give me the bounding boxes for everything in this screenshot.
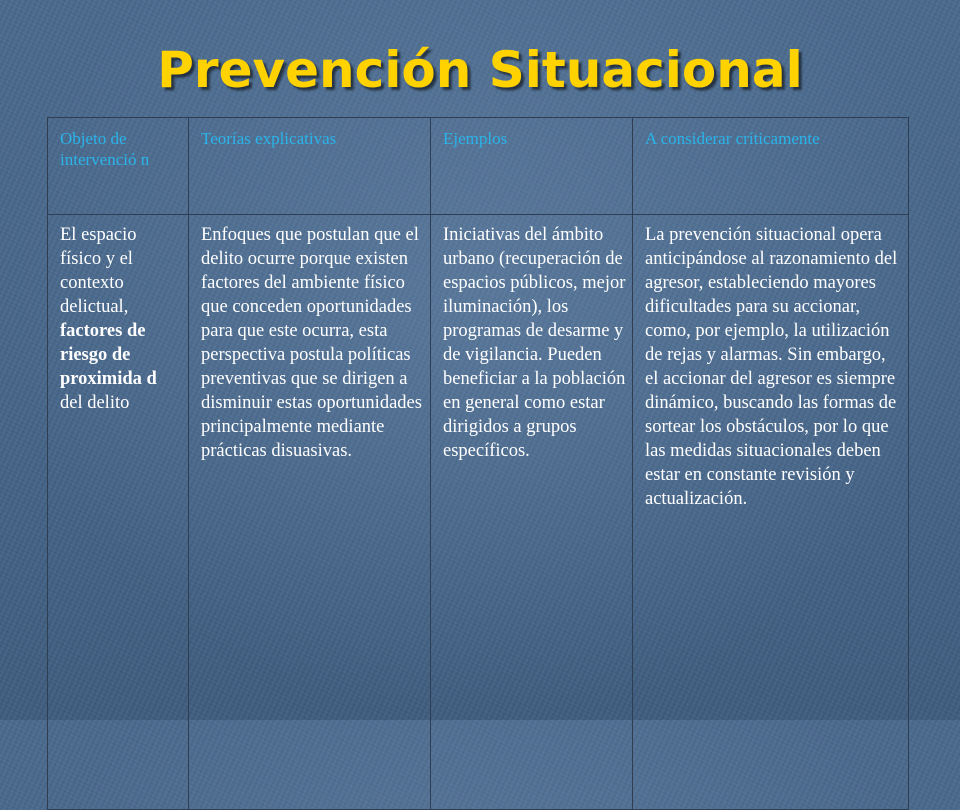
cell-ejemplos: Iniciativas del ámbito urbano (recuperación de espacios públicos, mejor iluminación), los programas de desarme y de vigilancia. Pueden beneficiar a la población en general como estar dirigidos a grupos específicos.	[431, 215, 633, 810]
cell-considerar: La prevención situacional opera anticipándose al razonamiento del agresor, estableciendo mayores dificultades para su accionar, como, por ejemplo, la utilización de rejas y alarmas. Sin embargo, el accionar del agresor es siempre dinámico, buscando las formas de sortear los obstáculos, por lo que las medidas situacionales deben estar en constante revisión y actualización.	[633, 215, 909, 810]
header-considerar: A considerar críticamente	[633, 118, 909, 215]
cell-objeto-text-2: del delito	[60, 393, 130, 413]
cell-objeto-bold: factores de riesgo de proximida d	[60, 321, 157, 389]
header-teorias: Teorías explicativas	[189, 118, 431, 215]
table-header-row	[48, 118, 909, 215]
cell-objeto-text-1: El espacio físico y el contexto delictual,	[60, 225, 137, 317]
slide-title: Prevención Situacional	[157, 41, 803, 99]
cell-teorias: Enfoques que postulan que el delito ocurre porque existen factores del ambiente físico que conceden oportunidades para que este ocurra, esta perspectiva postula políticas preventivas que se dirigen a disminuir estas oportunidades principalmente mediante prácticas disuasivas.	[189, 215, 431, 810]
header-objeto: Objeto de intervenció n	[48, 118, 189, 215]
cell-objeto	[48, 215, 189, 810]
table-row	[48, 215, 909, 810]
header-ejemplos: Ejemplos	[431, 118, 633, 215]
comparison-table	[47, 117, 909, 810]
